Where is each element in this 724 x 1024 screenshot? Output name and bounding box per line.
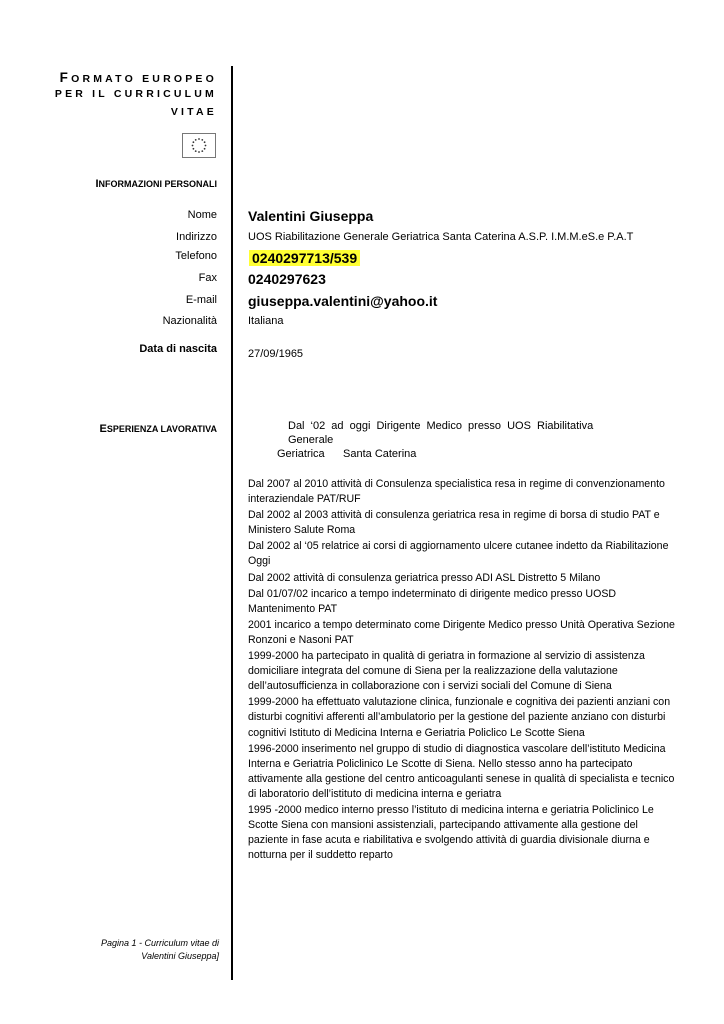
phone-label: Telefono <box>175 250 217 262</box>
list-item: Dal 2007 al 2010 attività di Consulenza specialistica resa in regime di convenzionamento interaziendale PAT/RUF <box>248 478 665 506</box>
current-position-line2: Geriatrica Santa Caterina <box>277 448 417 460</box>
list-item: 1999-2000 ha partecipato in qualità di geriatra in formazione al servizio di assistenza domiciliare integrata del comune di Siena per la realizzazione della valutazione dell’autosufficienza in collaborazione con i servizi sociali del Comune di Siena <box>248 650 645 693</box>
format-title-line3: VITAE <box>170 106 217 118</box>
list-item: 2001 incarico a tempo determinato come Dirigente Medico presso Unità Operativa Sezione Ronzoni e Nasoni PAT <box>248 618 675 646</box>
current-position-line1: Dal ‘02 ad oggi Dirigente Medico presso UOS Riabilitativa Generale <box>288 420 594 446</box>
list-item: Dal 01/07/02 incarico a tempo indeterminato di dirigente medico presso UOSD Mantenimento PAT <box>248 587 617 615</box>
format-title-line2: PER IL CURRICULUM <box>54 88 217 100</box>
email-label: E-mail <box>185 294 217 306</box>
list-item: Dal 2002 al ‘05 relatrice ai corsi di aggiornamento ulcere cutanee indetto da Riabilitazione Oggi <box>248 540 669 568</box>
list-item: 1996-2000 inserimento nel gruppo di studio di diagnostica vascolare dell’istituto Medicina Interna e Geriatria Policlinico Le Scotte di Siena. Nello stesso anno ha partecipato attivamente alla gestione del centro anticoagulanti senese in qualità di specialista e tecnico di laboratorio dell’istituto di medicina interna e geriatra <box>248 742 675 800</box>
birthdate-value: 27/09/1965 <box>248 348 304 360</box>
list-item: 1999-2000 ha effettuato valutazione clinica, funzionale e cognitiva dei pazienti anziani con disturbi cognitivi afferenti all’ambulatorio per la gestione del paziente anziano con disturbi cognitivi Istituto di Medicina Interna e Geriatria Policlico Le Scotte Siena <box>248 696 671 739</box>
list-item: 1995 -2000 medico interno presso l’istituto di medicina interna e geriatria Policlinico Le Scotte Siena con mansioni assistenziali, partecipando attivamente alla gestione del paziente in fase acuta e riabilitativa e svolgendo attività di guardia divisionale diurna e notturna per il suddetto reparto <box>248 803 654 862</box>
section-personal-info: INFORMAZIONI PERSONALI <box>95 178 217 190</box>
current-position <box>248 419 638 461</box>
nationality-label: Nazionalità <box>162 315 217 327</box>
name-value: Valentini Giuseppa <box>248 208 374 224</box>
section-work-experience: ESPERIENZA LAVORATIVA <box>99 423 217 435</box>
phone-value: 0240297713/539 <box>249 250 360 266</box>
vertical-divider <box>231 66 233 980</box>
format-title-line1: FORMATO EUROPEO <box>59 70 217 85</box>
footer-line1: Pagina 1 - Curriculum vitae di <box>100 938 219 948</box>
work-entries-list <box>248 477 678 864</box>
fax-value: 0240297623 <box>248 271 326 287</box>
list-item: Dal 2002 al 2003 attività di consulenza geriatrica resa in regime di borsa di studio PAT e Ministero Salute Roma <box>248 509 660 537</box>
name-label: Nome <box>187 209 217 221</box>
address-value: UOS Riabilitazione Generale Geriatrica Santa Caterina A.S.P. I.M.M.eS.e P.A.T <box>248 231 634 243</box>
address-label: Indirizzo <box>176 231 217 243</box>
page-footer <box>101 937 219 963</box>
email-link[interactable]: giuseppa.valentini@yahoo.it <box>248 293 438 309</box>
nationality-value: Italiana <box>248 315 284 327</box>
fax-label: Fax <box>198 272 217 284</box>
birthdate-label: Data di nascita <box>139 343 217 355</box>
list-item: Dal 2002 attività di consulenza geriatrica presso ADI ASL Distretto 5 Milano <box>248 571 601 584</box>
footer-line2: Valentini Giuseppa] <box>141 951 219 961</box>
eu-flag-icon <box>182 133 216 158</box>
